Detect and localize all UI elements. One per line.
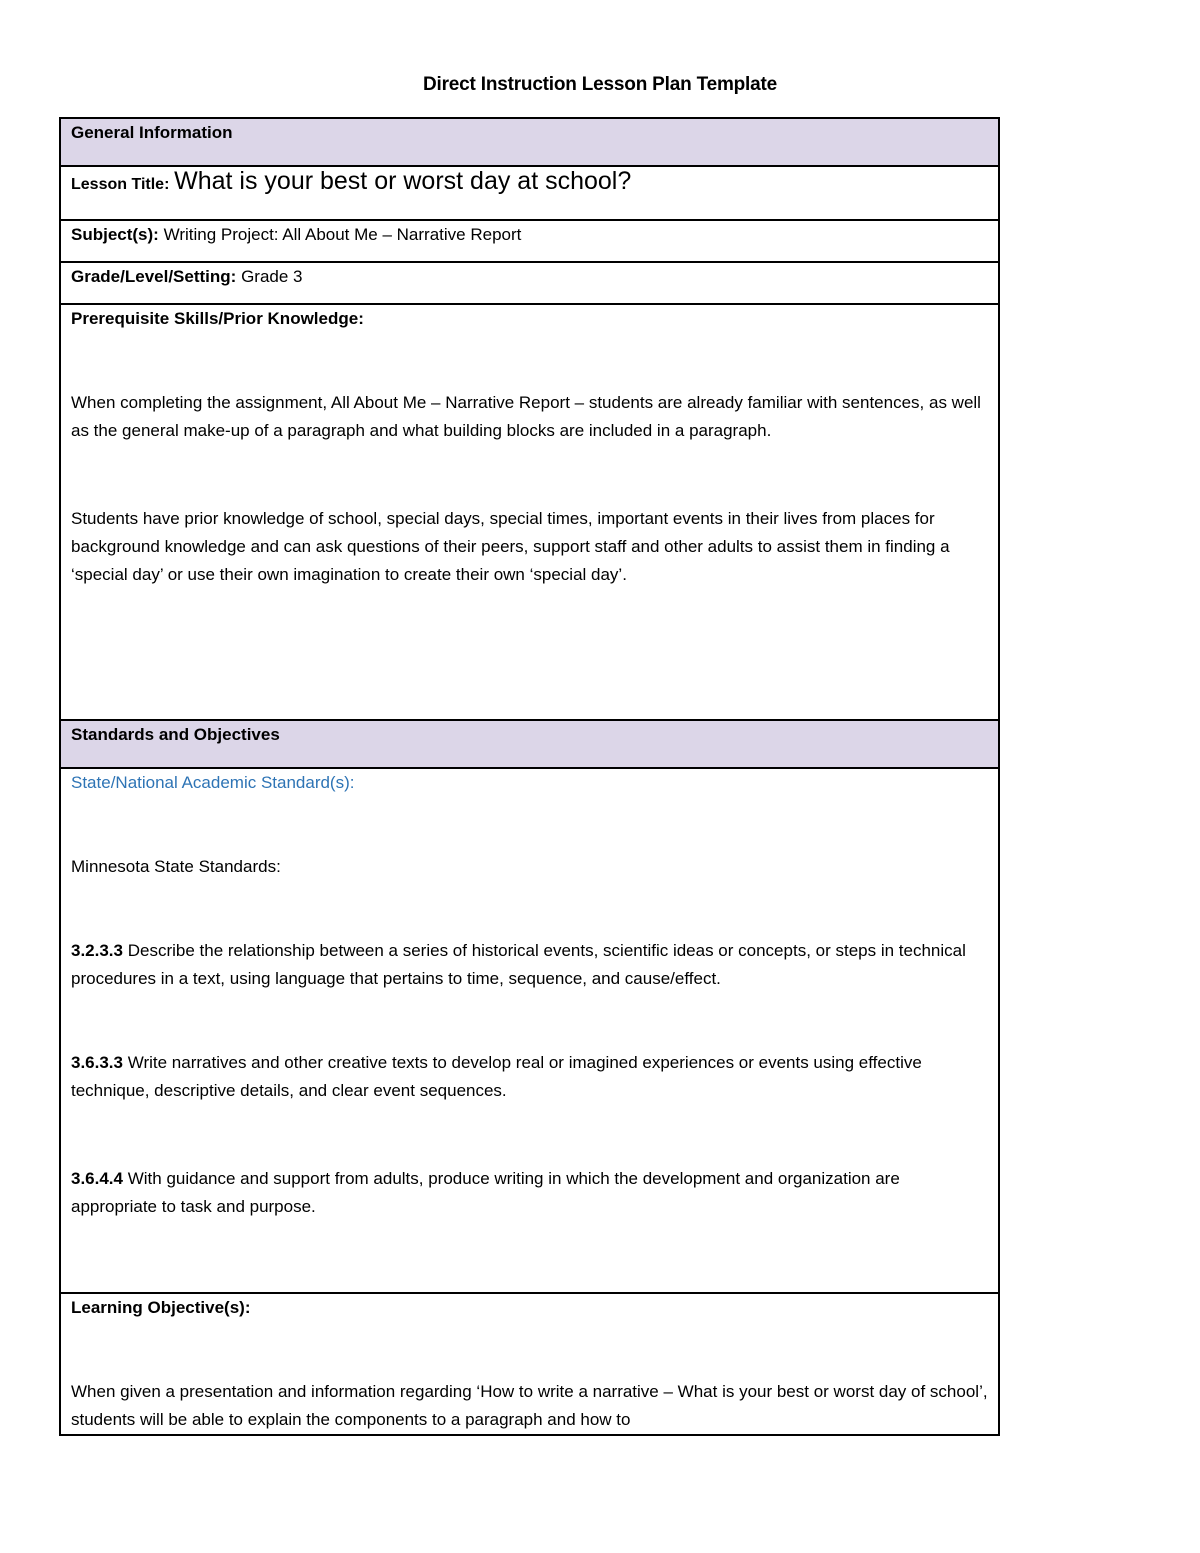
subjects-row: [60, 220, 999, 262]
prerequisite-paragraph: Students have prior knowledge of school, special days, special times, important events in their lives from places for background knowledge and can ask questions of their peers, support staff and other adults to assist them in finding a ‘special day’ or use their own imagination to create their own ‘special day’.: [71, 509, 950, 584]
standards-section: [60, 768, 999, 1293]
lesson-title-value: What is your best or worst day at school?: [174, 167, 632, 195]
grade-value: Grade 3: [241, 267, 303, 286]
prerequisite-section: [60, 304, 999, 720]
objectives-label: Learning Objective(s):: [71, 1298, 251, 1317]
subjects-label: Subject(s):: [71, 225, 159, 244]
standard-text: With guidance and support from adults, produce writing in which the development and organization are appropriate to task and purpose.: [71, 1169, 900, 1216]
standard-item: [71, 937, 988, 993]
page-title: Direct Instruction Lesson Plan Template: [423, 74, 777, 95]
standards-objectives-heading: Standards and Objectives: [60, 720, 999, 768]
general-information-heading: General Information: [60, 118, 999, 166]
grade-label: Grade/Level/Setting:: [71, 267, 237, 286]
standard-text: Describe the relationship between a series of historical events, scientific ideas or concepts, or steps in technical procedures in a text, using language that pertains to time, sequence, and cause/effect.: [71, 941, 966, 988]
standards-label: State/National Academic Standard(s):: [71, 773, 355, 792]
subjects-value: Writing Project: All About Me – Narrative Report: [163, 225, 522, 244]
standard-code: 3.2.3.3: [71, 941, 123, 960]
prerequisite-label: Prerequisite Skills/Prior Knowledge:: [71, 309, 364, 328]
standard-code: 3.6.3.3: [71, 1053, 123, 1072]
standard-item: [71, 1165, 988, 1221]
standard-item: [71, 1049, 988, 1105]
lesson-title-row: [60, 166, 999, 220]
prerequisite-paragraph: When completing the assignment, All About Me – Narrative Report – students are already familiar with sentences, as well as the general make-up of a paragraph and what building blocks are included in a paragraph.: [71, 393, 981, 440]
state-standards-name: Minnesota State Standards:: [71, 857, 281, 876]
standard-text: Write narratives and other creative texts to develop real or imagined experiences or events using effective technique, descriptive details, and clear event sequences.: [71, 1053, 922, 1100]
grade-row: [60, 262, 999, 304]
learning-objectives-section: [60, 1293, 999, 1435]
objectives-text: When given a presentation and information regarding ‘How to write a narrative – What is your best or worst day of school’, students will be able to explain the components to a paragraph and how to: [71, 1382, 988, 1429]
standard-code: 3.6.4.4: [71, 1169, 123, 1188]
lesson-title-label: Lesson Title:: [71, 176, 170, 193]
lesson-plan-table: [59, 117, 1000, 1436]
